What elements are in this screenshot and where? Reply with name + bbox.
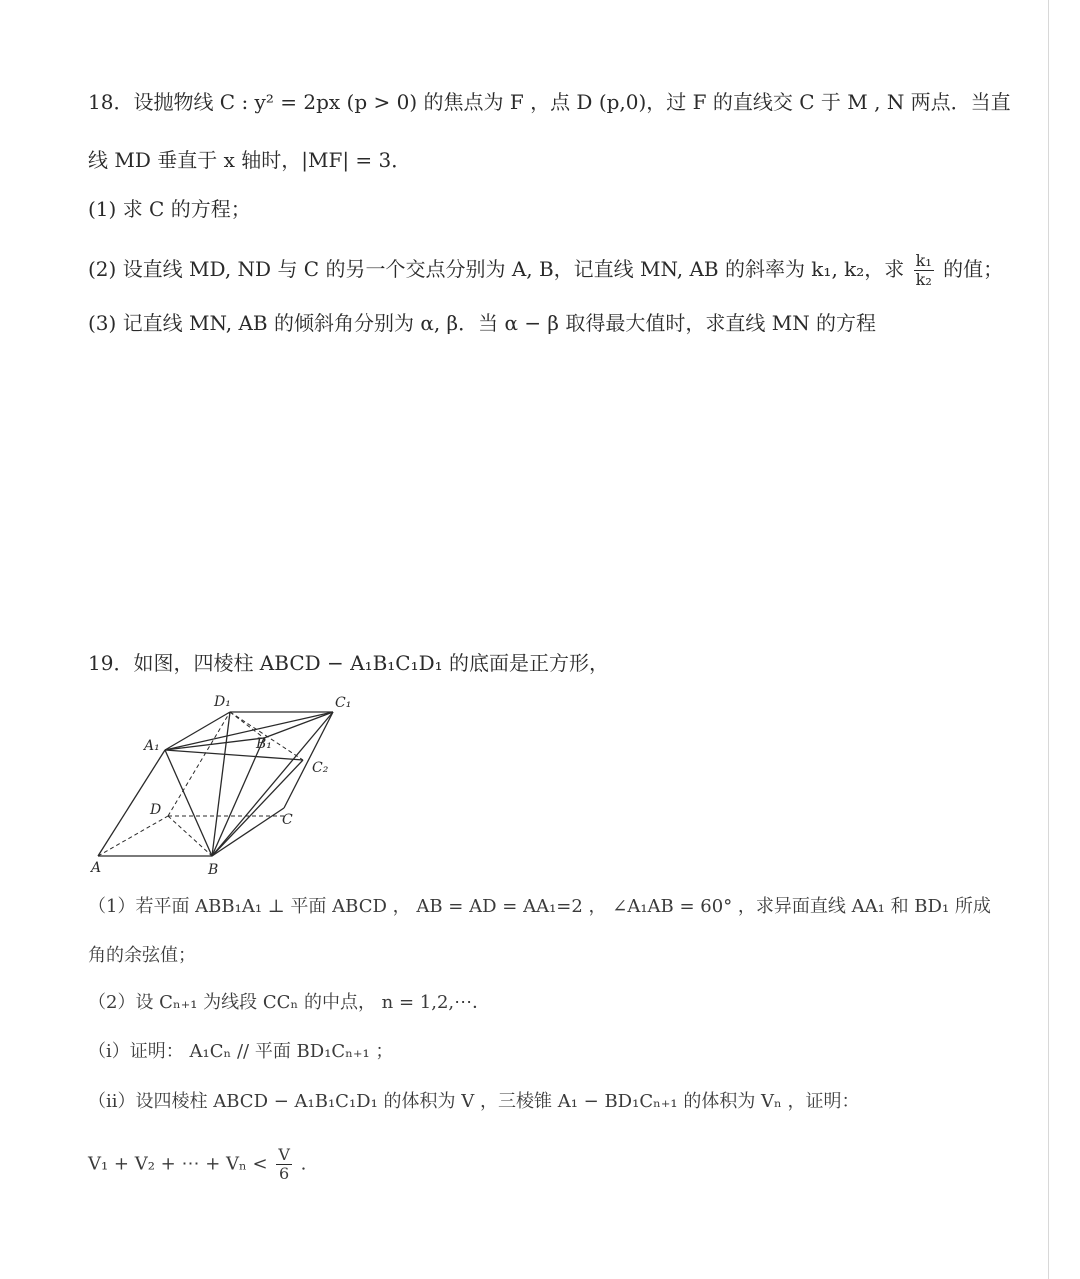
problem19-part2-ii: （ii）设四棱柱 ABCD − A₁B₁C₁D₁ 的体积为 V ，三棱锥 A₁ − BD₁Cₙ₊₁ 的体积为 Vₙ ，证明： <box>88 1091 860 1112</box>
problem18-part2-suffix: 的值； <box>943 257 1004 281</box>
edge-A1D1 <box>165 712 230 750</box>
edge-A1B1 <box>165 738 264 750</box>
prism-figure <box>88 690 388 880</box>
edge-DD1-hidden <box>168 712 230 816</box>
problem19-part2-i: （i）证明： A₁Cₙ // 平面 BD₁Cₙ₊₁ ； <box>88 1041 394 1062</box>
inequality-left: V₁ + V₂ + ⋯ + Vₙ < <box>88 1153 268 1175</box>
problem19-part1-line1: （1）若平面 ABB₁A₁ ⊥ 平面 ABCD ， AB = AD = AA₁=2 ， ∠A₁AB = 60° ，求异面直线 AA₁ 和 BD₁ 所成 <box>88 896 991 917</box>
problem19-line1: 19．如图，四棱柱 ABCD − A₁B₁C₁D₁ 的底面是正方形， <box>88 651 610 675</box>
inequality-period: . <box>300 1153 307 1175</box>
fraction-denominator: k₂ <box>915 270 932 289</box>
problem19-part1-line2: 角的余弦值； <box>88 945 196 966</box>
fraction-numerator: k₁ <box>915 251 932 270</box>
fraction-numerator: V <box>278 1145 290 1164</box>
edge-A1C1 <box>165 712 333 750</box>
problem18-line2: 线 MD 垂直于 x 轴时，|MF| = 3． <box>88 148 412 172</box>
problem18-part2-text: (2) 设直线 MD, ND 与 C 的另一个交点分别为 A, B，记直线 MN, AB 的斜率为 k₁, k₂，求 <box>88 257 905 281</box>
problem19-part2: （2）设 Cₙ₊₁ 为线段 CCₙ 的中点， n = 1,2,⋯． <box>88 992 491 1013</box>
problem18-line1: 18．设抛物线 C : y² = 2px (p > 0) 的焦点为 F ，点 D (p,0)，过 F 的直线交 C 于 M , N 两点．当直 <box>88 90 1011 114</box>
label-C: C <box>282 812 293 828</box>
k-ratio-fraction <box>914 252 934 289</box>
edge-BC1 <box>212 712 333 856</box>
label-A: A <box>91 860 102 876</box>
label-D1: D₁ <box>214 694 231 710</box>
label-B: B <box>208 862 219 878</box>
problem18-part2 <box>88 252 1003 289</box>
edge-AD-hidden <box>98 816 168 856</box>
fraction-denominator: 6 <box>279 1164 290 1183</box>
page-edge <box>1048 0 1049 1279</box>
label-C1: C₁ <box>335 695 352 711</box>
label-D: D <box>150 802 162 818</box>
edge-BC2 <box>212 760 303 856</box>
edge-A1C2 <box>165 750 303 760</box>
label-A1: A₁ <box>144 738 160 754</box>
edge-DB-hidden <box>168 816 212 856</box>
label-B1: B₁ <box>256 736 272 752</box>
v-over-6-fraction <box>276 1146 292 1183</box>
problem18-part3: (3) 记直线 MN, AB 的倾斜角分别为 α, β．当 α − β 取得最大值时，求直线 MN 的方程 <box>88 311 877 335</box>
problem18-part1: (1) 求 C 的方程； <box>88 197 251 221</box>
problem19-inequality <box>88 1146 306 1183</box>
edge-BA1 <box>165 750 212 856</box>
label-C2: C₂ <box>312 760 329 776</box>
